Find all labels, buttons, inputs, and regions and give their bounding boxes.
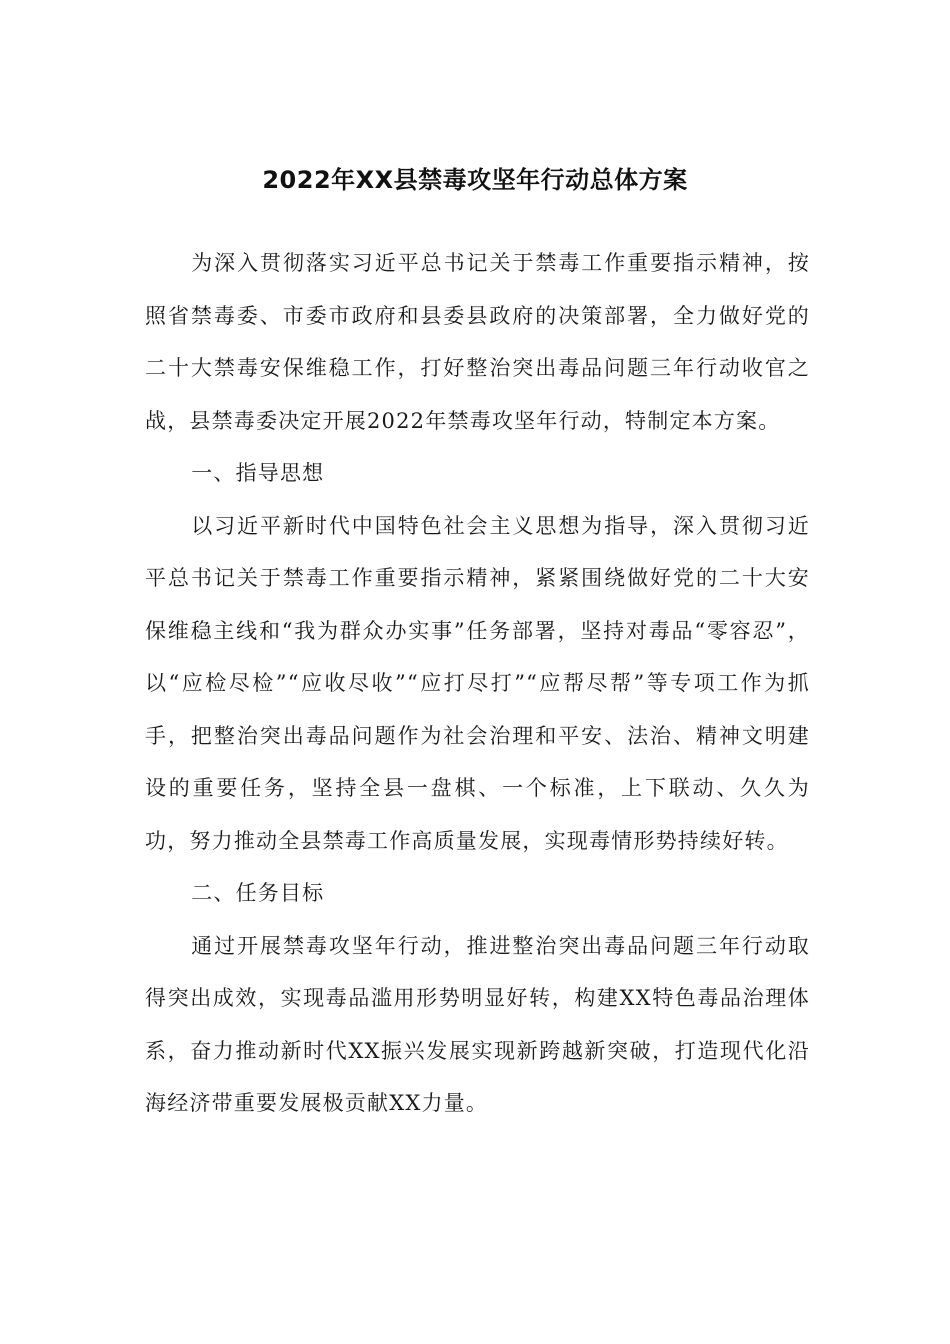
section-heading-task-goals: 二、任务目标 <box>191 881 325 905</box>
section-paragraph-guiding-ideology: 以习近平新时代中国特色社会主义思想为指导，深入贯彻习近平总书记关于禁毒工作重要指示精神，紧紧围绕做好党的二十大安保维稳主线和“我为群众办实事”任务部署，坚持对毒品“零容忍”，以“应检尽检”“应收尽收”“应打尽打”“应帮尽帮”等专项工作为抓手，把整治突出毒品问题作为社会治理和平安、法治、精神文明建设的重要任务，坚持全县一盘棋、一个标准，上下联动、久久为功，努力推动全县禁毒工作高质量发展，实现毒情形势持续好转。 <box>145 513 810 853</box>
intro-paragraph: 为深入贯彻落实习近平总书记关于禁毒工作重要指示精神，按照省禁毒委、市委市政府和县委县政府的决策部署，全力做好党的二十大禁毒安保维稳工作，打好整治突出毒品问题三年行动收官之战，县禁毒委决定开展2022年禁毒攻坚年行动，特制定本方案。 <box>145 251 810 433</box>
document-title: 2022年XX县禁毒攻坚年行动总体方案 <box>262 166 688 194</box>
section-paragraph-task-goals: 通过开展禁毒攻坚年行动，推进整治突出毒品问题三年行动取得突出成效，实现毒品滥用形势明显好转，构建XX特色毒品治理体系，奋力推动新时代XX振兴发展实现新跨越新突破，打造现代化沿海经济带重要发展极贡献XX力量。 <box>145 933 810 1115</box>
document-body <box>145 237 810 1130</box>
section-heading-guiding-ideology: 一、指导思想 <box>191 461 325 485</box>
